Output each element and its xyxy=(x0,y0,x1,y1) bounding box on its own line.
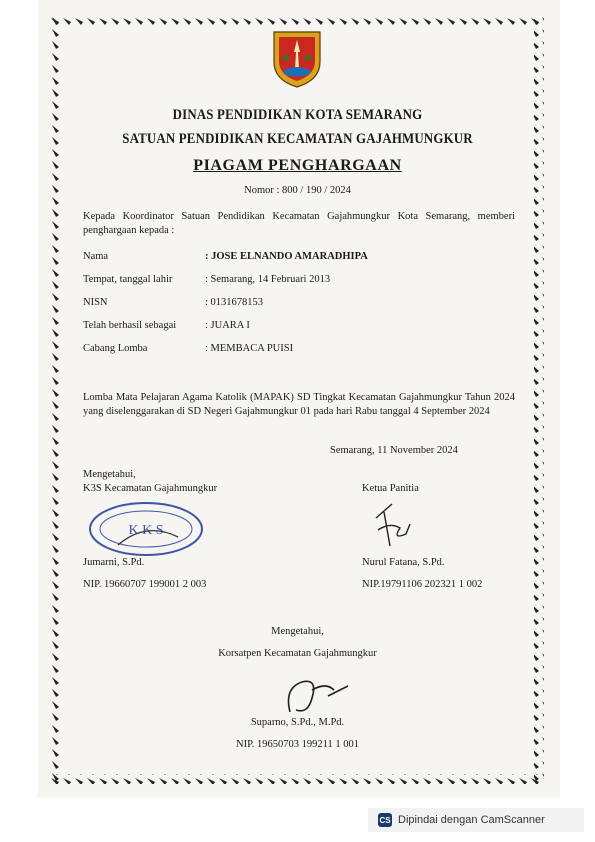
kks-stamp-icon xyxy=(88,501,204,557)
left-signer-name: Jumarni, S.Pd. xyxy=(83,557,145,568)
field-value-nisn: : 0131678153 xyxy=(205,297,264,308)
left-signer-role: K3S Kecamatan Gajahmungkur xyxy=(83,483,218,494)
field-label-ttl: Tempat, tanggal lahir xyxy=(83,274,173,285)
header-line-1: DINAS PENDIDIKAN KOTA SEMARANG xyxy=(172,107,423,123)
certificate-title: PIAGAM PENGHARGAAN xyxy=(193,157,402,174)
field-label-category: Cabang Lomba xyxy=(83,343,148,354)
bottom-signer-nip: NIP. 19650703 199211 1 001 xyxy=(236,739,359,750)
camscanner-label: Dipindai dengan CamScanner xyxy=(398,814,545,826)
competition-description: Lomba Mata Pelajaran Agama Katolik (MAPAK) SD Tingkat Kecamatan Gajahmungkur Tahun 2024 yang diselenggarakan di SD Negeri Gajahmungkur 01 pada hari Rabu tanggal 4 September 2024 xyxy=(83,392,515,417)
field-value-nama: : JOSE ELNANDO AMARADHIPA xyxy=(205,251,368,262)
stamp-text: K K S xyxy=(128,523,164,538)
semarang-crest-icon xyxy=(272,30,322,88)
header-line-2: SATUAN PENDIDIKAN KECAMATAN GAJAHMUNGKUR xyxy=(122,131,473,147)
right-signer-role: Ketua Panitia xyxy=(362,483,419,494)
field-value-ttl: : Semarang, 14 Februari 2013 xyxy=(205,274,331,285)
left-signer-nip: NIP. 19660707 199001 2 003 xyxy=(83,579,207,590)
intro-text: Kepada Koordinator Satuan Pendidikan Kecamatan Gajahmungkur Kota Semarang, memberi penghargaan kepada : xyxy=(83,211,515,236)
bottom-signer-role: Korsatpen Kecamatan Gajahmungkur xyxy=(218,648,377,659)
bottom-signer-name: Suparno, S.Pd., M.Pd. xyxy=(250,717,345,728)
field-value-achievement: : JUARA I xyxy=(205,320,250,331)
bottom-signer-intro: Mengetahui, xyxy=(271,626,324,637)
certificate-number: Nomor : 800 / 190 / 2024 xyxy=(244,185,351,196)
left-signer-intro: Mengetahui, xyxy=(83,469,136,480)
field-label-achievement: Telah berhasil sebagai xyxy=(83,320,177,331)
field-label-nama: Nama xyxy=(83,251,109,262)
field-value-category: : MEMBACA PUISI xyxy=(205,343,294,354)
camscanner-badge xyxy=(368,808,584,832)
right-signer-nip: NIP.19791106 202321 1 002 xyxy=(362,579,483,590)
field-label-nisn: NISN xyxy=(83,297,108,308)
signature-ketua-panitia-icon xyxy=(370,500,414,552)
camscanner-logo-icon: CS xyxy=(378,813,392,827)
right-signer-name: Nurul Fatana, S.Pd. xyxy=(362,557,445,568)
place-date: Semarang, 11 November 2024 xyxy=(330,445,458,456)
